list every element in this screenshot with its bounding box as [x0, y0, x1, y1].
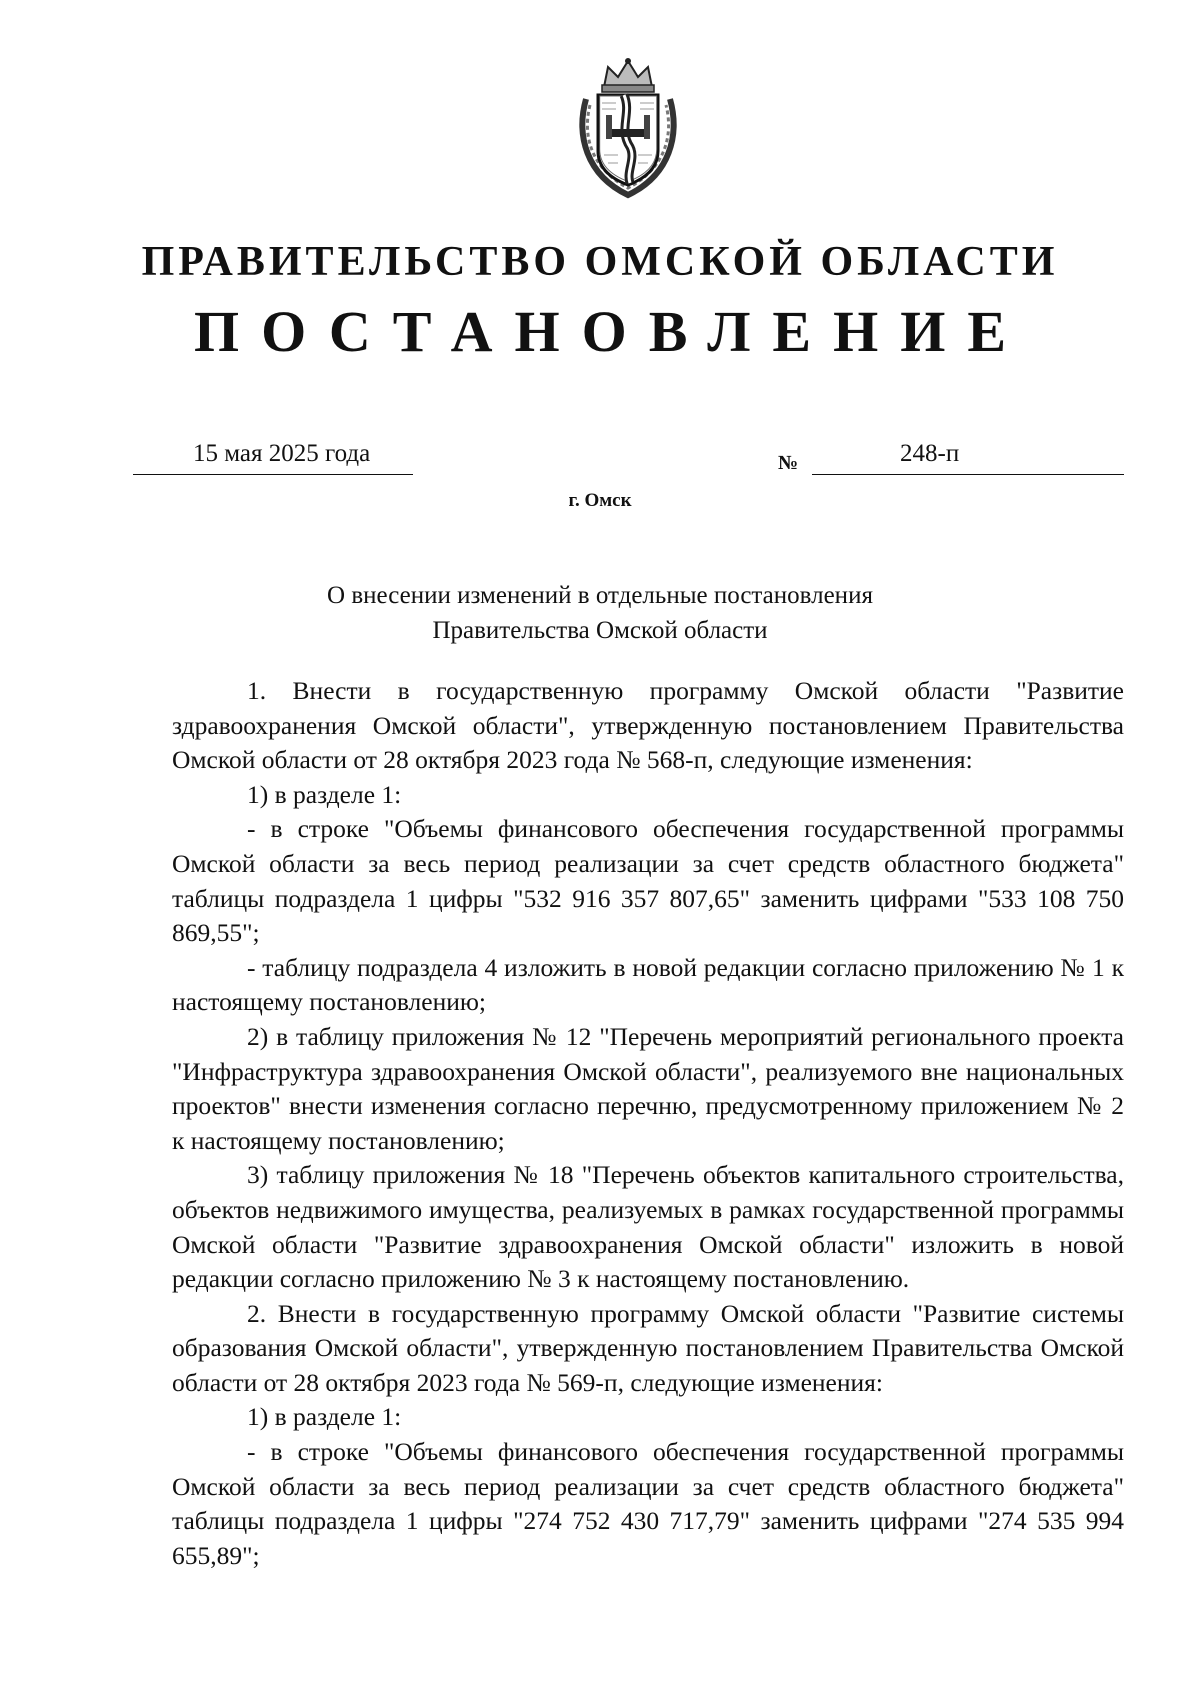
paragraph: 3) таблицу приложения № 18 "Перечень объектов капитального строительства, объектов недвижимого имущества, реализуемых в рамках государственной программы Омской области "Развитие здравоохранения Омской области" изложить в новой редакции согласно приложению № 3 к настоящему постановлению. [172, 1160, 1124, 1294]
subject-line-2: Правительства Омской области [432, 617, 768, 644]
paragraph: 2) в таблицу приложения № 12 "Перечень мероприятий регионального проекта "Инфраструктура здравоохранения Омской области", реализуемого вне национальных проектов" внести изменения согласно перечню, предусмотренному приложением № 2 к настоящему постановлению; [172, 1021, 1124, 1155]
paragraph: - таблицу подраздела 4 изложить в новой редакции согласно приложению № 1 к настоящему постановлению; [172, 952, 1124, 1017]
date-field [133, 440, 413, 475]
number-field [812, 440, 1124, 475]
document-type: ПОСТАНОВЛЕНИЕ [193, 299, 1029, 364]
paragraph: 2. Внести в государственную программу Омской области "Развитие системы образования Омской области", утвержденную постановлением Правительства Омской области от 28 октября 2023 года № 569-п, следующие изменения: [172, 1298, 1124, 1397]
city: г. Омск [568, 490, 632, 511]
document-number: 248-п [900, 440, 960, 467]
number-label: № [778, 452, 799, 474]
paragraph: 1) в разделе 1: [247, 1402, 402, 1432]
subject-line-1: О внесении изменений в отдельные постановления [327, 582, 873, 609]
document-body [172, 674, 1124, 1573]
document-date: 15 мая 2025 года [193, 440, 371, 467]
paragraph: - в строке "Объемы финансового обеспечения государственной программы Омской области за весь период реализации за счет средств областного бюджета" таблицы подраздела 1 цифры "532 916 357 807,65" заменить цифрами "533 108 750 869,55"; [172, 814, 1124, 948]
coat-of-arms-icon [572, 55, 684, 200]
document-subject [0, 578, 1200, 648]
paragraph: 1. Внести в государственную программу Омской области "Развитие здравоохранения Омской области", утвержденную постановлением Правительства Омской области от 28 октября 2023 года № 568-п, следующие изменения: [172, 676, 1124, 775]
paragraph: 1) в разделе 1: [247, 779, 402, 809]
paragraph: - в строке "Объемы финансового обеспечения государственной программы Омской области за весь период реализации за счет средств областного бюджета" таблицы подраздела 1 цифры "274 752 430 717,79" заменить цифрами "274 535 994 655,89"; [172, 1437, 1124, 1570]
government-title: ПРАВИТЕЛЬСТВО ОМСКОЙ ОБЛАСТИ [141, 239, 1059, 285]
